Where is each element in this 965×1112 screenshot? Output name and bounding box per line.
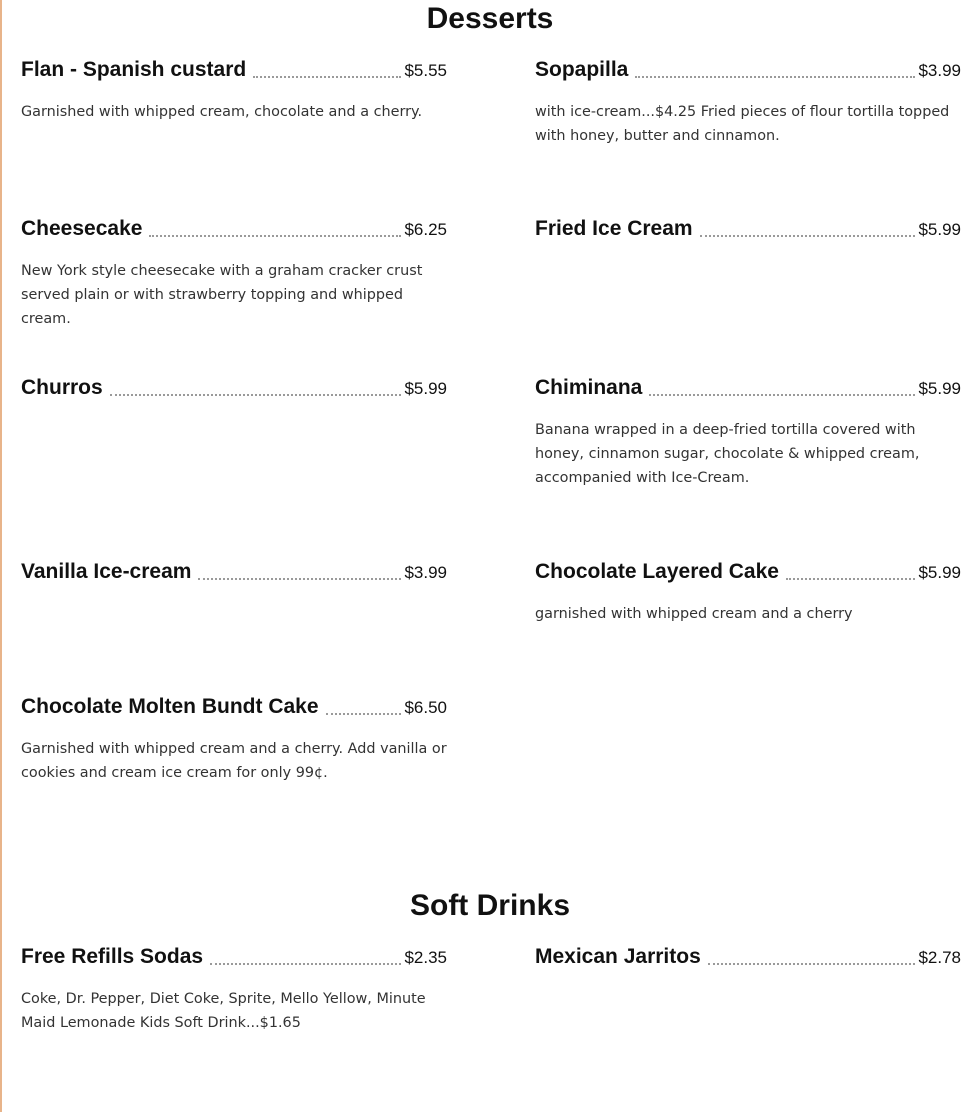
dot-leader [649, 394, 915, 396]
menu-item [21, 376, 447, 418]
item-name: Cheesecake [21, 217, 143, 240]
item-name: Sopapilla [535, 58, 629, 81]
dot-leader [210, 963, 401, 965]
item-description: garnished with whipped cream and a cherry [535, 606, 853, 622]
dot-leader [708, 963, 916, 965]
item-name: Flan - Spanish custard [21, 58, 247, 81]
item-description: New York style cheesecake with a graham cracker crust served plain or with strawberry topping and whipped cream. [21, 263, 423, 327]
menu-item [535, 560, 961, 626]
item-price: $5.99 [918, 563, 961, 582]
item-name: Chocolate Layered Cake [535, 560, 779, 583]
menu-item [535, 945, 961, 987]
item-name: Mexican Jarritos [535, 945, 701, 968]
item-name: Vanilla Ice-cream [21, 560, 192, 583]
item-price: $3.99 [404, 563, 447, 582]
dot-leader [786, 578, 916, 580]
item-description: with ice-cream...$4.25 Fried pieces of flour tortilla topped with honey, butter and cinnamon. [535, 104, 950, 144]
menu-item [535, 217, 961, 259]
item-name: Fried Ice Cream [535, 217, 693, 240]
item-description: Garnished with whipped cream and a cherry. Add vanilla or cookies and cream ice cream for only 99¢. [21, 741, 447, 781]
dot-leader [110, 394, 402, 396]
menu-item [21, 945, 447, 1035]
item-description: Banana wrapped in a deep-fried tortilla covered with honey, cinnamon sugar, chocolate & whipped cream, accompanied with Ice-Cream. [535, 422, 920, 486]
dot-leader [198, 578, 401, 580]
menu-item [21, 560, 447, 602]
item-price: $5.99 [404, 379, 447, 398]
menu-item [21, 695, 447, 785]
item-description: Garnished with whipped cream, chocolate and a cherry. [21, 104, 423, 120]
item-name: Chiminana [535, 376, 643, 399]
item-description: Coke, Dr. Pepper, Diet Coke, Sprite, Mello Yellow, Minute Maid Lemonade Kids Soft Drink...$1.65 [21, 991, 426, 1031]
item-price: $3.99 [918, 61, 961, 80]
item-name: Chocolate Molten Bundt Cake [21, 695, 319, 718]
menu-item [535, 376, 961, 490]
dot-leader [326, 713, 402, 715]
item-price: $5.55 [404, 61, 447, 80]
item-price: $5.99 [918, 379, 961, 398]
dot-leader [635, 76, 915, 78]
section-title-soft-drinks: Soft Drinks [409, 889, 571, 922]
item-price: $2.35 [404, 948, 447, 967]
menu-item [535, 58, 961, 148]
item-price: $6.50 [404, 698, 447, 717]
item-price: $5.99 [918, 220, 961, 239]
dot-leader [253, 76, 401, 78]
item-name: Churros [21, 376, 103, 399]
item-price: $2.78 [918, 948, 961, 967]
section-title-desserts: Desserts [426, 2, 554, 35]
left-border-rule [0, 0, 2, 1112]
menu-item [21, 58, 447, 124]
item-price: $6.25 [404, 220, 447, 239]
item-name: Free Refills Sodas [21, 945, 204, 968]
menu-item [21, 217, 447, 331]
dot-leader [149, 235, 401, 237]
dot-leader [700, 235, 916, 237]
